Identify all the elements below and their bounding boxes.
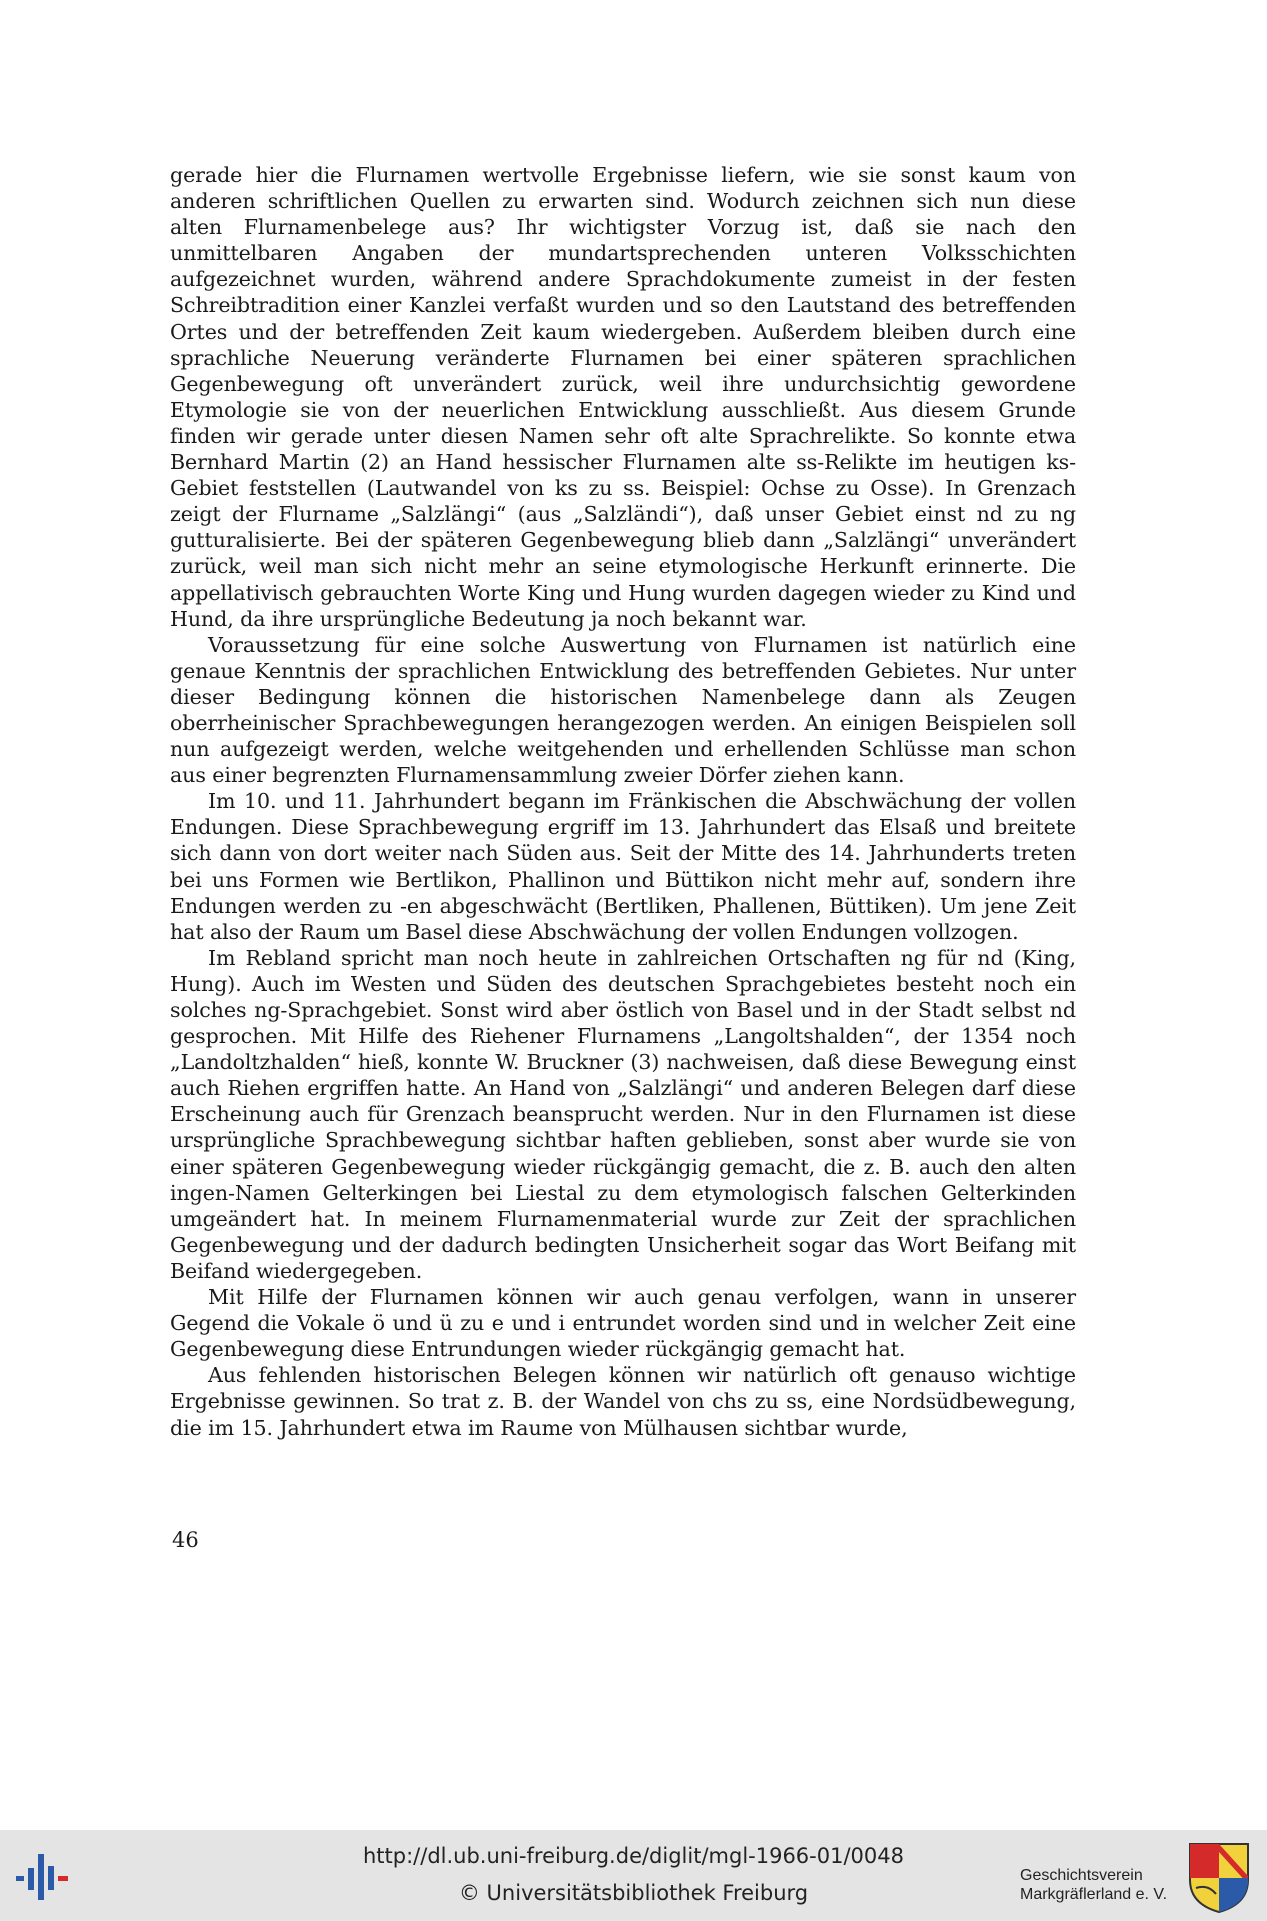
permalink-url[interactable]: http://dl.ub.uni-freiburg.de/diglit/mgl-1966-01/0048 (362, 1844, 904, 1868)
viewer-footer (0, 1830, 1267, 1921)
society-line-1: Geschichtsverein (1020, 1867, 1143, 1884)
paragraph-6: Aus fehlenden historischen Belegen können wir natürlich oft genauso wichtige Ergebnisse gewinnen. So trat z. B. der Wandel von chs zu ss, eine Nordsüdbewegung, die im 15. Jahrhundert etwa im Raume von Mülhausen sichtbar wurde, (170, 1363, 1076, 1440)
page-number: 46 (172, 1528, 199, 1552)
society-line-2: Markgräflerland e. V. (1020, 1886, 1168, 1903)
paragraph-5: Mit Hilfe der Flurnamen können wir auch genau verfolgen, wann in unserer Gegend die Vokale ö und ü zu e und i entrundet worden sind und in welcher Zeit eine Gegenbewegung diese Entrundungen wieder rückgängig gemacht hat. (170, 1285, 1076, 1362)
paragraph-4: Im Rebland spricht man noch heute in zahlreichen Ortschaften ng für nd (King, Hung). Auch im Westen und Süden des deutschen Sprachgebietes besteht noch ein solches ng-Sprachgebiet. Sonst wird aber östlich von Basel und in der Stadt selbst nd gesprochen. Mit Hilfe des Riehener Flurnamens „Langoltshalden“, der 1354 noch „Landoltzhalden“ hieß, konnte W. Bruckner (3) nachweisen, daß diese Bewegung einst auch Riehen ergriffen hatte. An Hand von „Salzlängi“ und anderen Belegen darf diese Erscheinung auch für Grenzach beansprucht werden. Nur in den Flurnamen ist diese ursprüngliche Sprachbewegung sichtbar haften geblieben, sonst aber wurde sie von einer späteren Gegenbewegung wieder rückgängig gemacht, die z. B. auch den alten ingen-Namen Gelterkingen bei Liestal zu dem etymologisch falschen Gelterkinden umgeändert hat. In meinem Flurnamenmaterial wurde zur Zeit der sprachlichen Gegenbewegung und der dadurch bedingten Unsicherheit sogar das Wort Beifang mit Beifand wiedergegeben. (170, 945, 1076, 1283)
coat-of-arms-icon (1186, 1840, 1252, 1914)
paragraph-2: Voraussetzung für eine solche Auswertung von Flurnamen ist natürlich eine genaue Kenntnis der sprachlichen Entwicklung des betreffenden Gebietes. Nur unter dieser Bedingung können die historischen Namenbelege dann als Zeugen oberrheinischer Sprachbewegungen herangezogen werden. An einigen Beispielen soll nun aufgezeigt werden, welche weitgehenden und erhellenden Schlüsse man schon aus einer begrenzten Flurnamensammlung zweier Dörfer ziehen kann. (170, 632, 1076, 788)
society-name (1020, 1866, 1167, 1904)
paragraph-1: gerade hier die Flurnamen wertvolle Ergebnisse liefern, wie sie sonst kaum von anderen schriftlichen Quellen zu erwarten sind. Wodurch zeichnen sich nun diese alten Flurnamenbelege aus? Ihr wichtigster Vorzug ist, daß sie nach den unmittelbaren Angaben der mundartsprechenden unteren Volksschichten aufgezeichnet wurden, während andere Sprachdokumente zumeist in der festen Schreibtradition einer Kanzlei verfaßt wurden und so den Lautstand des betreffenden Ortes und der betreffenden Zeit kaum wiedergeben. Außerdem bleiben durch eine sprachliche Neuerung veränderte Flurnamen bei einer späteren sprachlichen Gegenbewegung oft unverändert zurück, weil ihre undurchsichtig gewordene Etymologie sie von der neuerlichen Entwicklung ausschließt. Aus diesem Grunde finden wir gerade unter diesen Namen sehr oft alte Sprachrelikte. So konnte etwa Bernhard Martin (2) an Hand hessischer Flurnamen alte ss-Relikte im heutigen ks-Gebiet feststellen (Lautwandel von ks zu ss. Beispiel: Ochse zu Osse). In Grenzach zeigt der Flurname „Salzlängi“ (aus „Salzländi“), daß unser Gebiet einst nd zu ng gutturalisierte. Bei der späteren Gegenbewegung blieb dann „Salzlängi“ unverändert zurück, weil man sich nicht mehr an seine etymologische Herkunft erinnerte. Die appellativisch gebrauchten Worte King und Hung wurden dagegen wieder zu Kind und Hund, da ihre ursprüngliche Bedeutung ja noch bekannt war. (170, 163, 1076, 631)
page-body (170, 162, 1076, 1441)
paragraph-3: Im 10. und 11. Jahrhundert begann im Fränkischen die Abschwächung der vollen Endungen. Diese Sprachbewegung ergriff im 13. Jahrhundert das Elsaß und breitete sich dann von dort weiter nach Süden aus. Seit der Mitte des 14. Jahrhunderts treten bei uns Formen wie Bertlikon, Phallinon und Büttikon nicht mehr auf, sondern ihre Endungen werden zu -en abgeschwächt (Bertliken, Phallenen, Büttiken). Um jene Zeit hat also der Raum um Basel diese Abschwächung der vollen Endungen vollzogen. (170, 789, 1076, 944)
copyright-notice: © Universitätsbibliothek Freiburg (458, 1881, 809, 1905)
